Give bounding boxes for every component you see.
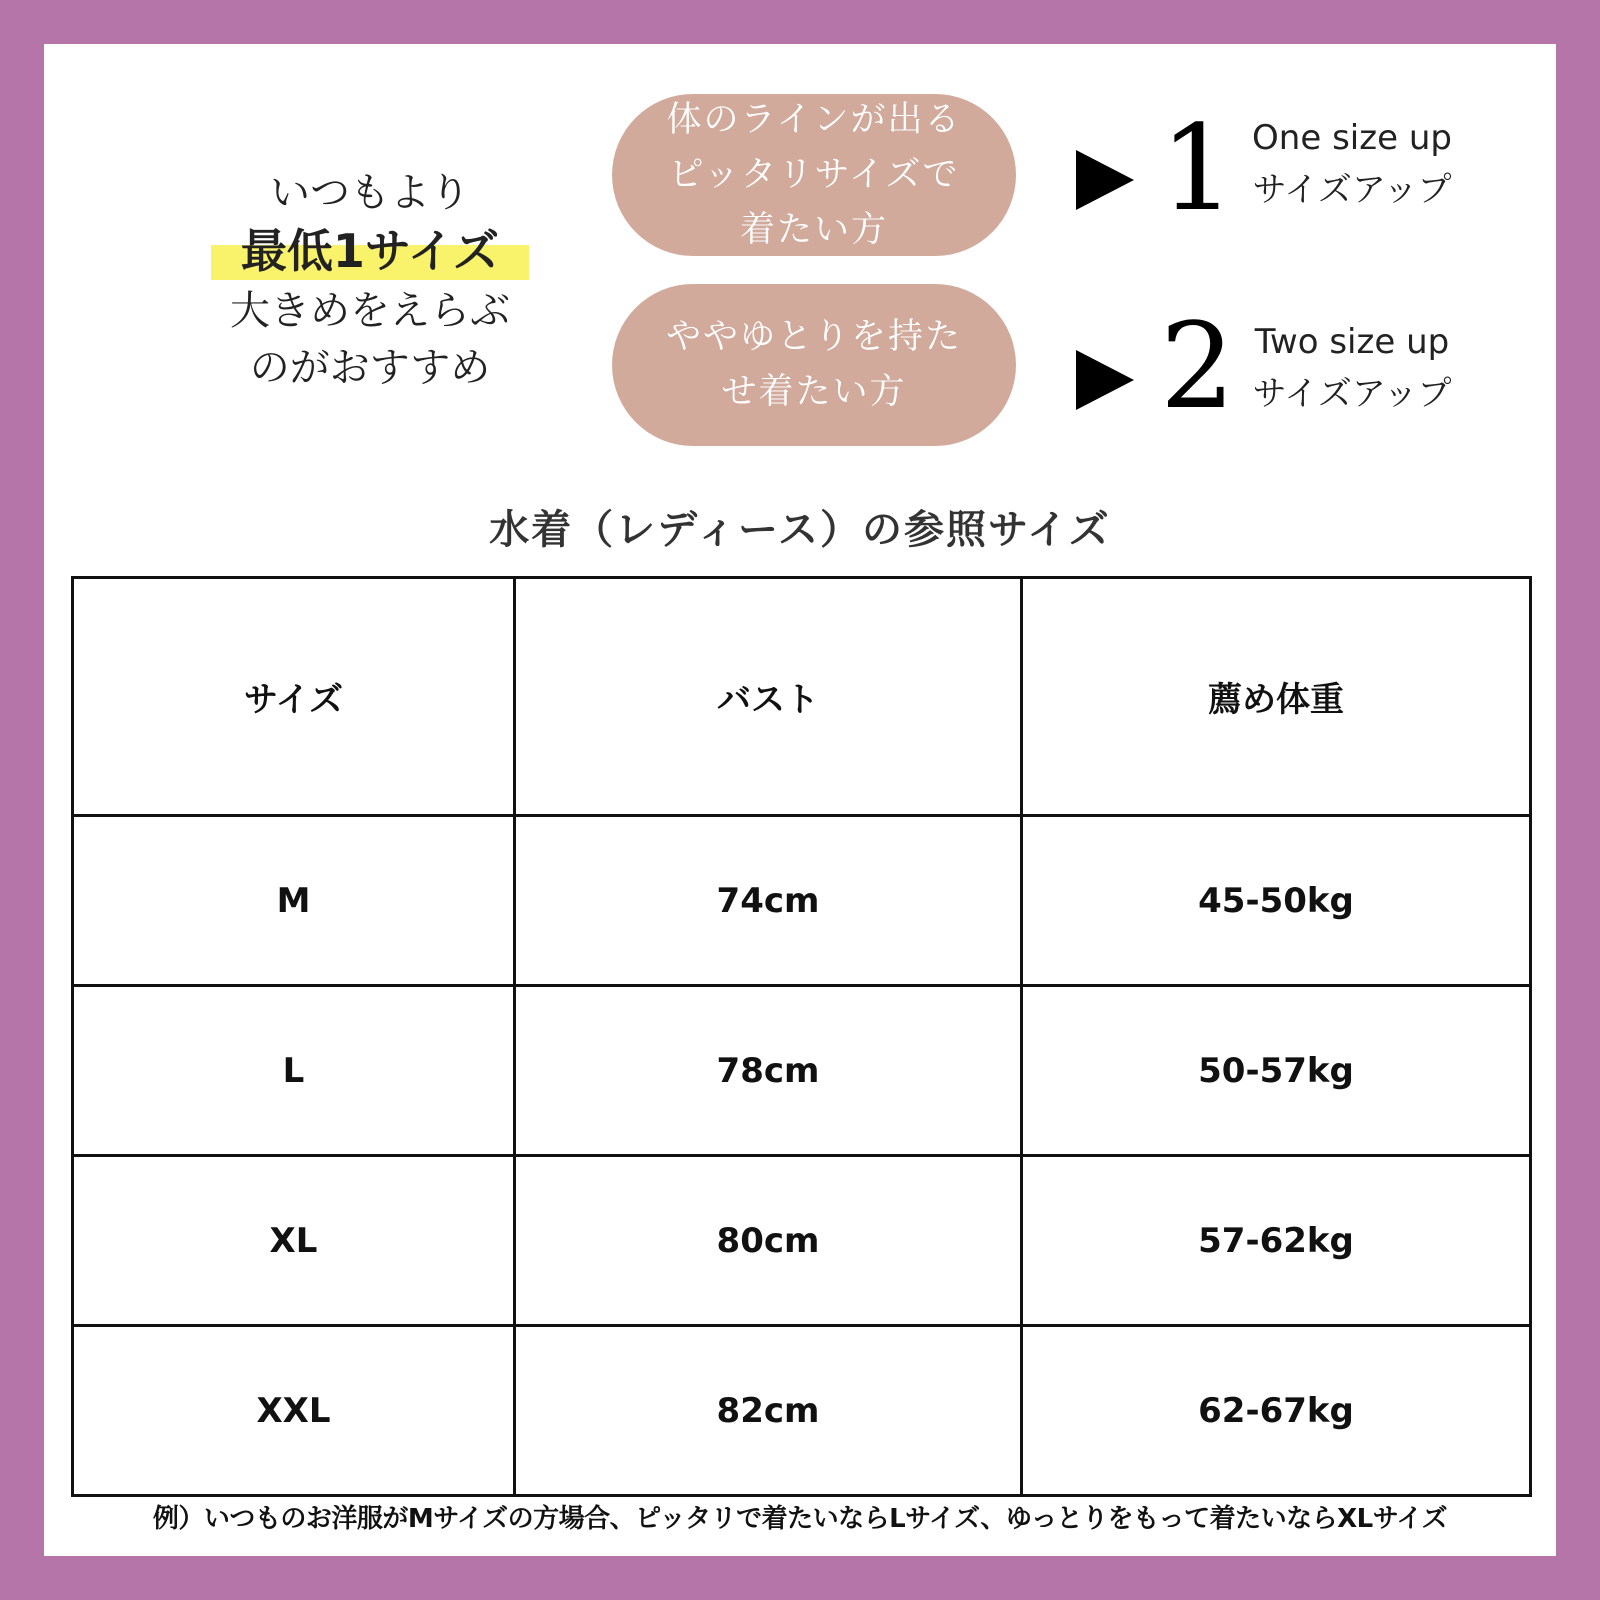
option-2-label-en: Two size up (1254, 322, 1450, 362)
option-2-desc-line: ややゆとりを持た (665, 317, 962, 357)
cell-weight: 57-62kg (1022, 1156, 1531, 1326)
intro-line-1: いつもより (270, 170, 470, 216)
header-cell-weight: 薦め体重 (1022, 578, 1531, 816)
option-2-label-ja: サイズアップ (1252, 374, 1452, 414)
cell-bust: 78cm (515, 986, 1022, 1156)
table-title: 水着（レディース）の参照サイズ (489, 507, 1111, 553)
cell-size: XXL (73, 1326, 515, 1496)
table-header-row (73, 578, 1531, 816)
option-1-pill (612, 94, 1016, 256)
size-table (71, 576, 1532, 1497)
intro-line-4: のがおすすめ (249, 345, 491, 391)
option-2-number: 2 (1160, 297, 1236, 435)
header-cell-size: サイズ (73, 578, 515, 816)
cell-bust: 80cm (515, 1156, 1022, 1326)
option-1-desc-line: 着たい方 (739, 209, 888, 250)
option-1-label (1222, 112, 1482, 216)
intro-line-3: 大きめをえらぶ (230, 288, 510, 334)
cell-size: M (73, 816, 515, 986)
header-cell-bust: バスト (515, 578, 1022, 816)
table-row (73, 816, 1531, 986)
arrow-right-icon (1076, 150, 1134, 210)
option-2-label (1222, 316, 1482, 420)
cell-weight: 62-67kg (1022, 1326, 1531, 1496)
option-1-number: 1 (1160, 99, 1236, 237)
cell-bust: 82cm (515, 1326, 1022, 1496)
cell-size: XL (73, 1156, 515, 1326)
recommendation-text (170, 165, 570, 397)
option-1-label-ja: サイズアップ (1252, 170, 1452, 210)
table-row (73, 1156, 1531, 1326)
cell-weight: 45-50kg (1022, 816, 1531, 986)
option-1-desc-line: 体のラインが出る (666, 99, 962, 140)
table-row (73, 986, 1531, 1156)
cell-size: L (73, 986, 515, 1156)
table-row (73, 1326, 1531, 1496)
option-1-desc-line: ピッタリサイズで (668, 154, 960, 195)
option-1-label-en: One size up (1252, 118, 1452, 158)
intro-highlight: 最低1サイズ (211, 222, 529, 280)
arrow-right-icon (1076, 350, 1134, 410)
option-2-pill (612, 284, 1016, 446)
cell-bust: 74cm (515, 816, 1022, 986)
option-2-desc-line: せ着たい方 (721, 372, 907, 412)
cell-weight: 50-57kg (1022, 986, 1531, 1156)
example-footnote: 例）いつものお洋服がMサイズの方場合、ピッタリで着たいならLサイズ、ゆっとりをもって着たいならXLサイズ (152, 1504, 1448, 1534)
